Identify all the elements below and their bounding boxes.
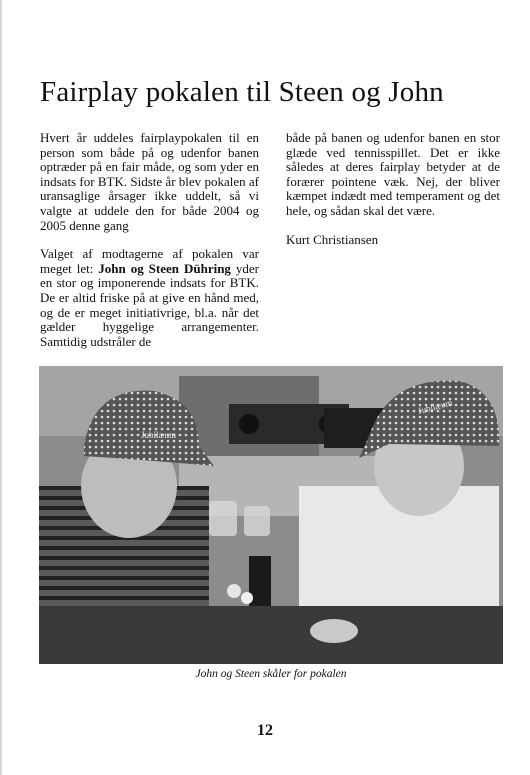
recipients-names: John og Steen Dühring bbox=[98, 260, 231, 276]
glass-left bbox=[209, 501, 237, 536]
trophy-cup bbox=[310, 619, 358, 643]
article-title: Fairplay pokalen til Steen og John bbox=[40, 76, 444, 108]
page-number: 12 bbox=[257, 722, 273, 739]
author-name: Kurt Christiansen bbox=[286, 231, 379, 247]
table bbox=[39, 606, 503, 664]
photo-illustration bbox=[39, 366, 503, 664]
intro-paragraph: Hvert år uddeles fairplaypokalen til en person som både på og udenfor banen optræder på en fair måde, og som yder en indsats for BTK. Sidste år blev pokalen af uransaglige årsager ikke uddelt, så vi valgte at uddele den for både 2004 og 2005 denne gang bbox=[40, 130, 259, 233]
john-cap-text: Jubilæum bbox=[141, 430, 177, 440]
recipients-text-after: yder en stor og imponerende indsats for BTK. De er altid friske på at give en hånd med, og de er meget initiativrige, bl.a. når det gælder hyggelige arrangementer. Samtidig udstråler de bbox=[40, 260, 259, 349]
steen-cap-text: Jubilæum bbox=[416, 397, 454, 416]
recipients-text-before: Valget af modtagerne af pokalen var meget let: bbox=[40, 246, 259, 276]
left-column bbox=[40, 131, 259, 363]
recipients-paragraph bbox=[40, 247, 259, 349]
flowers bbox=[227, 584, 241, 598]
photo-caption: John og Steen skåler for pokalen bbox=[195, 668, 347, 680]
glass-right bbox=[244, 506, 270, 536]
page-edge bbox=[0, 0, 2, 775]
continuation-paragraph: både på banen og udenfor banen en stor glæde ved tennisspillet. Det er ikke således at deres fairplay betyder at de forærer pointene væk. Nej, der bliver kæmpet indædt med temperament og det hele, og sådan skal det være. bbox=[286, 130, 500, 218]
article-photo bbox=[39, 366, 503, 664]
right-column bbox=[286, 131, 500, 261]
